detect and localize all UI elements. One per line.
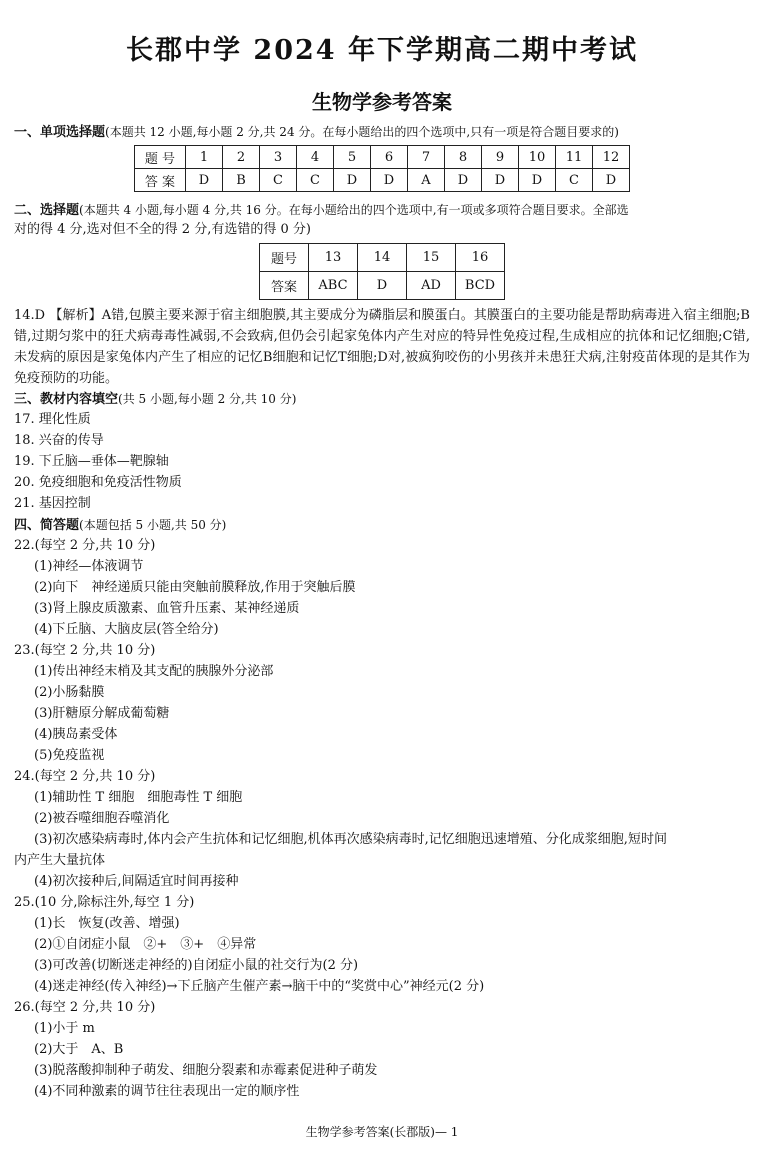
q22-line: (4)下丘脑、大脑皮层(答全给分) (34, 622, 219, 637)
section3-note: (共 5 小题,每小题 2 分,共 10 分) (118, 392, 297, 406)
table-answer-label: 答案 (260, 272, 309, 300)
answer-cell: D (482, 169, 519, 192)
question-number-cell: 4 (297, 146, 334, 169)
question-number-cell: 1 (186, 146, 223, 169)
question-number-cell: 11 (556, 146, 593, 169)
answer-cell: C (556, 169, 593, 192)
q23-line: (5)免疫监视 (34, 748, 105, 763)
q25-line: (2)①自闭症小鼠 ②+ ③+ ④异常 (34, 937, 257, 952)
answer-cell: D (519, 169, 556, 192)
q23-line: (3)肝糖原分解成葡萄糖 (34, 706, 170, 721)
q24-line-cont: 内产生大量抗体 (14, 853, 106, 868)
q24-line: (2)被吞噬细胞吞噬消化 (34, 811, 170, 826)
answer-18: 18. 兴奋的传导 (14, 433, 104, 448)
q26-line: (1)小于 m (34, 1021, 95, 1036)
answer-cell: ABC (309, 272, 358, 300)
table-answer-label: 答 案 (135, 169, 186, 192)
section1-note: (本题共 12 小题,每小题 2 分,共 24 分。在每小题给出的四个选项中,只有一项是符合题目要求的) (105, 125, 619, 139)
question-number-cell: 10 (519, 146, 556, 169)
q26-line: (2)大于 A、B (34, 1042, 124, 1057)
q24-line: (1)辅助性 T 细胞 细胞毒性 T 细胞 (34, 790, 243, 805)
section2-note-line2: 对的得 4 分,选对但不全的得 2 分,有选错的得 0 分) (14, 222, 311, 237)
answer-17: 17. 理化性质 (14, 412, 91, 427)
q23-line: (4)胰岛素受体 (34, 727, 118, 742)
answer-cell: A (408, 169, 445, 192)
page-footer: 生物学参考答案(长郡版)— 1 (305, 1125, 459, 1139)
section1-heading-line (14, 122, 750, 143)
q22-line: (1)神经—体液调节 (34, 559, 144, 574)
answer-21: 21. 基因控制 (14, 496, 91, 511)
section3-heading-line (14, 389, 750, 410)
answer-20: 20. 免疫细胞和免疫活性物质 (14, 475, 182, 490)
q26-line: (3)脱落酸抑制种子萌发、细胞分裂素和赤霉素促进种子萌发 (34, 1063, 378, 1078)
section4-heading: 四、简答题 (14, 518, 80, 533)
section4-heading-line (14, 515, 750, 536)
answer-cell: AD (407, 272, 456, 300)
table-header-label: 题号 (260, 244, 309, 272)
section4-note: (本题包括 5 小题,共 50 分) (79, 518, 227, 532)
question-number-cell: 8 (445, 146, 482, 169)
question-number-cell: 15 (407, 244, 456, 272)
q24-line: (3)初次感染病毒时,体内会产生抗体和记忆细胞,机体再次感染病毒时,记忆细胞迅速增殖、分化成浆细胞,短时间 (34, 832, 667, 847)
question-number-cell: 7 (408, 146, 445, 169)
answer-cell: C (297, 169, 334, 192)
answer-cell: D (334, 169, 371, 192)
answer-key-title: 生物学参考答案 (312, 90, 452, 114)
answer-19: 19. 下丘脑—垂体—靶腺轴 (14, 454, 169, 469)
section1-answer-table (134, 145, 630, 192)
answer-cell: D (445, 169, 482, 192)
answer-cell: D (186, 169, 223, 192)
section2-heading: 二、选择题 (14, 203, 80, 218)
question-number-cell: 6 (371, 146, 408, 169)
q25-line: (1)长 恢复(改善、增强) (34, 916, 180, 931)
section2-answer-table (259, 243, 505, 300)
question-number-cell: 2 (223, 146, 260, 169)
answer-cell: BCD (456, 272, 505, 300)
section2-heading-line (14, 200, 750, 221)
q24-head: 24.(每空 2 分,共 10 分) (14, 769, 156, 784)
q22-line: (3)肾上腺皮质激素、血管升压素、某神经递质 (34, 601, 300, 616)
question-number-cell: 16 (456, 244, 505, 272)
question-number-cell: 5 (334, 146, 371, 169)
section1-heading: 一、单项选择题 (14, 125, 106, 140)
answer-cell: D (593, 169, 630, 192)
q25-head: 25.(10 分,除标注外,每空 1 分) (14, 895, 195, 910)
answer-cell: D (358, 272, 407, 300)
q23-line: (1)传出神经末梢及其支配的胰腺外分泌部 (34, 664, 274, 679)
question-number-cell: 14 (358, 244, 407, 272)
q22-head: 22.(每空 2 分,共 10 分) (14, 538, 156, 553)
exam-title: 长郡中学 2024 年下学期高二期中考试 (126, 35, 638, 66)
question-number-cell: 3 (260, 146, 297, 169)
q14-explanation: 14.D 【解析】A错,包膜主要来源于宿主细胞膜,其主要成分为磷脂层和膜蛋白。其膜蛋白的主要功能是帮助病毒进入宿主细胞;B错,过期匀浆中的狂犬病毒毒性减弱,不会致病,但仍会引起家兔体内产生对应的特异性免疫过程,生成相应的抗体和记忆细胞;C错,未发病的原因是家兔体内产生了相应的记忆B细胞和记忆T细胞;D对,被疯狗咬伤的小男孩并未患狂犬病,注射疫苗体现的是其作为免疫预防的功能。 (14, 308, 750, 386)
answer-cell: B (223, 169, 260, 192)
q25-line: (3)可改善(切断迷走神经的)自闭症小鼠的社交行为(2 分) (34, 958, 359, 973)
q26-line: (4)不同种激素的调节往往表现出一定的顺序性 (34, 1084, 300, 1099)
q25-line: (4)迷走神经(传入神经)→下丘脑产生催产素→脑干中的“奖赏中心”神经元(2 分) (34, 979, 485, 994)
section2-note-line1: (本题共 4 小题,每小题 4 分,共 16 分。在每小题给出的四个选项中,有一项或多项符合题目要求。全部选 (79, 203, 629, 217)
answer-cell: C (260, 169, 297, 192)
q22-line: (2)向下 神经递质只能由突触前膜释放,作用于突触后膜 (34, 580, 356, 595)
question-number-cell: 12 (593, 146, 630, 169)
q26-head: 26.(每空 2 分,共 10 分) (14, 1000, 156, 1015)
q23-head: 23.(每空 2 分,共 10 分) (14, 643, 156, 658)
q24-line: (4)初次接种后,间隔适宜时间再接种 (34, 874, 239, 889)
table-header-label: 题 号 (135, 146, 186, 169)
question-number-cell: 13 (309, 244, 358, 272)
answer-cell: D (371, 169, 408, 192)
section3-heading: 三、教材内容填空 (14, 392, 119, 407)
q23-line: (2)小肠黏膜 (34, 685, 105, 700)
question-number-cell: 9 (482, 146, 519, 169)
